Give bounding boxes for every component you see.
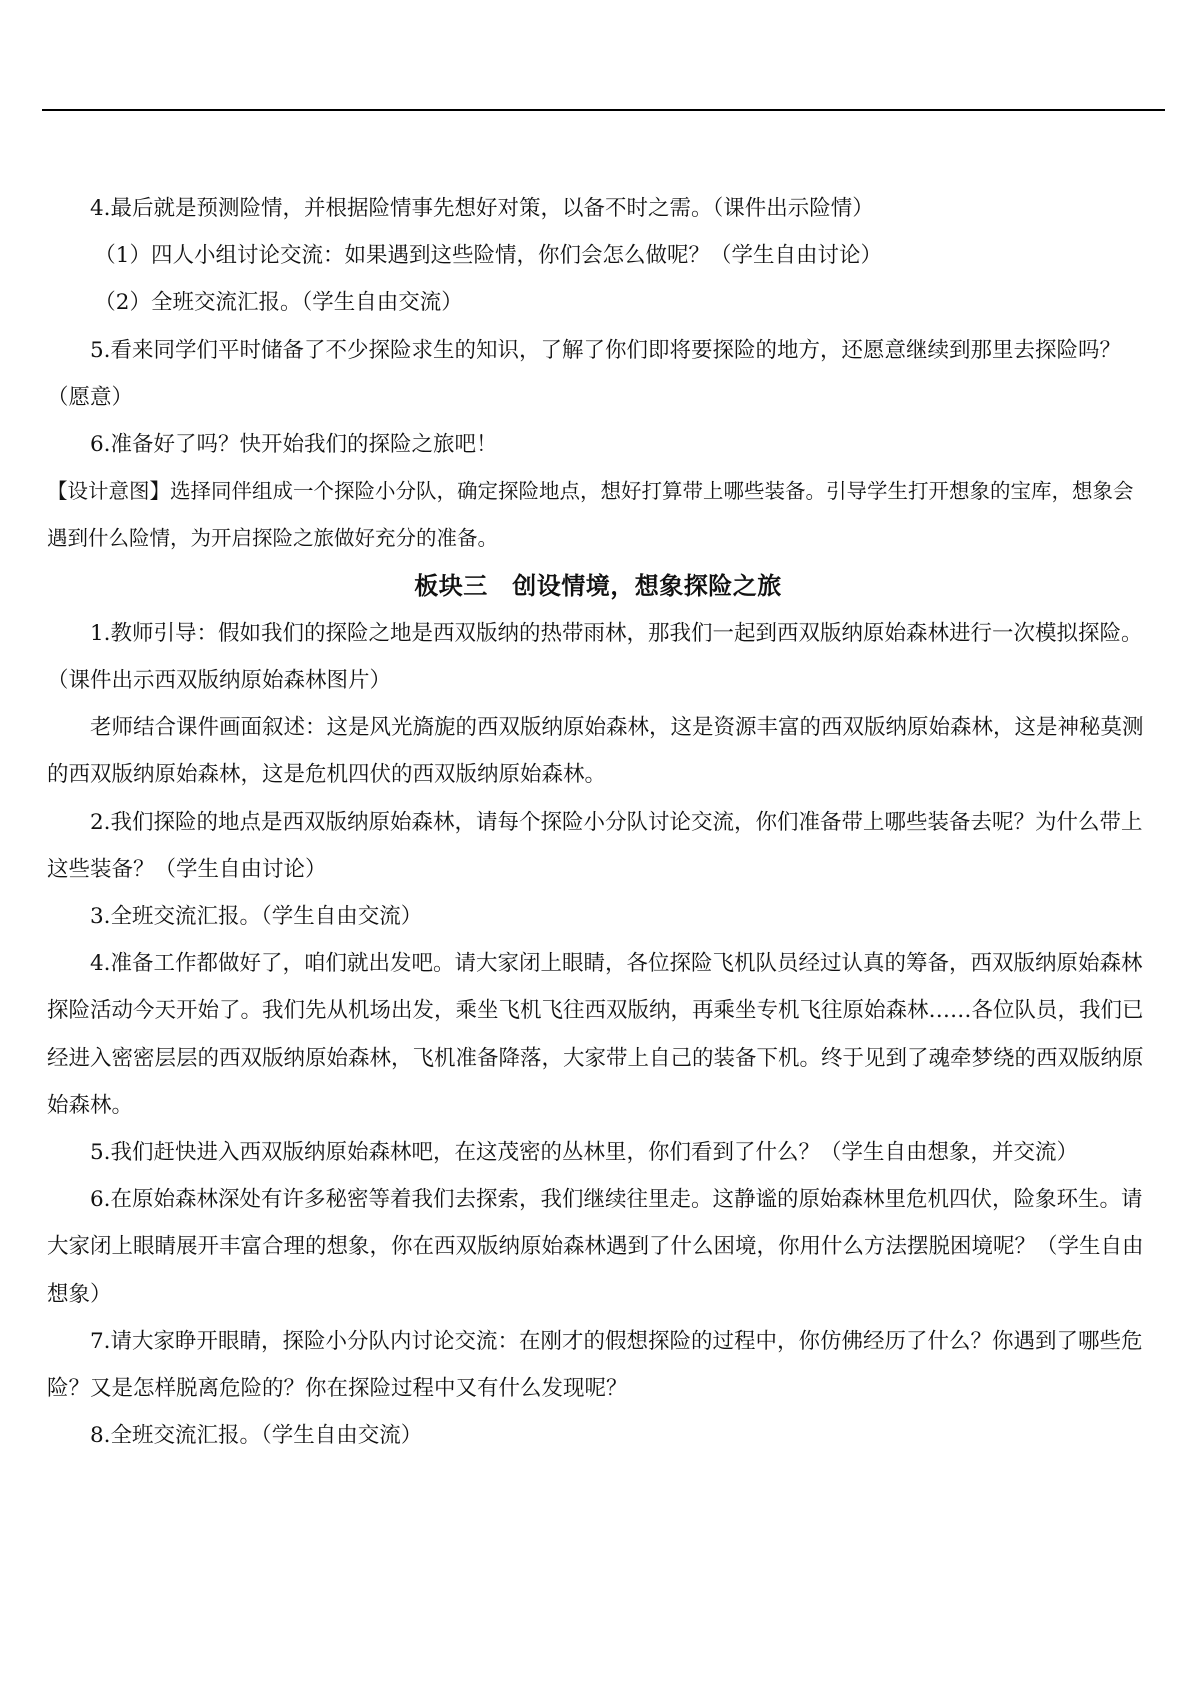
paragraph-step-5: 5.看来同学们平时储备了不少探险求生的知识，了解了你们即将要探险的地方，还愿意继续到那里去探险吗？（愿意） xyxy=(47,337,1122,410)
design-intent-paragraph: 【设计意图】选择同伴组成一个探险小分队，确定探险地点，想好打算带上哪些装备。引导学生打开想象的宝库，想象会遇到什么险情，为开启探险之旅做好充分的准备。 xyxy=(47,479,1134,551)
section-paragraph-7: 7.请大家睁开眼睛，探险小分队内讨论交流：在刚才的假想探险的过程中，你仿佛经历了什么？你遇到了哪些危险？又是怎样脱离危险的？你在探险过程中又有什么发现呢？ xyxy=(47,1328,1143,1402)
section-paragraph-4: 4.准备工作都做好了，咱们就出发吧。请大家闭上眼睛，各位探险飞机队员经过认真的筹备，西双版纳原始森林探险活动今天开始了。我们先从机场出发，乘坐飞机飞往西双版纳，再乘坐专机飞往原始森林……各位队员，我们已经进入密密层层的西双版纳原始森林，飞机准备降落，大家带上自己的装备下机。终于见到了魂牵梦绕的西双版纳原始森林。 xyxy=(47,951,1144,1118)
paragraph-substep-2: （2）全班交流汇报。（学生自由交流） xyxy=(94,290,463,316)
paragraph-step-4: 4.最后就是预测险情，并根据险情事先想好对策，以备不时之需。（课件出示险情） xyxy=(90,196,874,221)
header-rule xyxy=(42,109,1165,111)
section-paragraph-5: 5.我们赶快进入西双版纳原始森林吧，在这茂密的丛林里，你们看到了什么？（学生自由想象，并交流） xyxy=(90,1140,1079,1166)
paragraph-step-6: 6.准备好了吗？快开始我们的探险之旅吧！ xyxy=(90,432,498,458)
section-paragraph-8: 8.全班交流汇报。（学生自由交流） xyxy=(90,1423,423,1449)
section-paragraph-2: 2.我们探险的地点是西双版纳原始森林，请每个探险小分队讨论交流，你们准备带上哪些装备去呢？为什么带上这些装备？（学生自由讨论） xyxy=(47,809,1143,882)
paragraph-substep-1: （1）四人小组讨论交流：如果遇到这些险情，你们会怎么做呢？（学生自由讨论） xyxy=(94,243,882,269)
section-paragraph-3: 3.全班交流汇报。（学生自由交流） xyxy=(90,904,423,930)
section-paragraph-1: 1.教师引导：假如我们的探险之地是西双版纳的热带雨林，那我们一起到西双版纳原始森林进行一次模拟探险。（课件出示西双版纳原始森林图片） xyxy=(47,620,1143,694)
section-paragraph-narration: 老师结合课件画面叙述：这是风光旖旎的西双版纳原始森林，这是资源丰富的西双版纳原始森林，这是神秘莫测的西双版纳原始森林，这是危机四伏的西双版纳原始森林。 xyxy=(47,715,1144,788)
section-paragraph-6: 6.在原始森林深处有许多秘密等着我们去探索，我们继续往里走。这静谧的原始森林里危机四伏，险象环生。请大家闭上眼睛展开丰富合理的想象，你在西双版纳原始森林遇到了什么困境，你用什么方法摆脱困境呢？（学生自由想象） xyxy=(47,1187,1144,1307)
section-title: 板块三 创设情境，想象探险之旅 xyxy=(414,571,782,600)
document-body xyxy=(47,185,1149,1459)
